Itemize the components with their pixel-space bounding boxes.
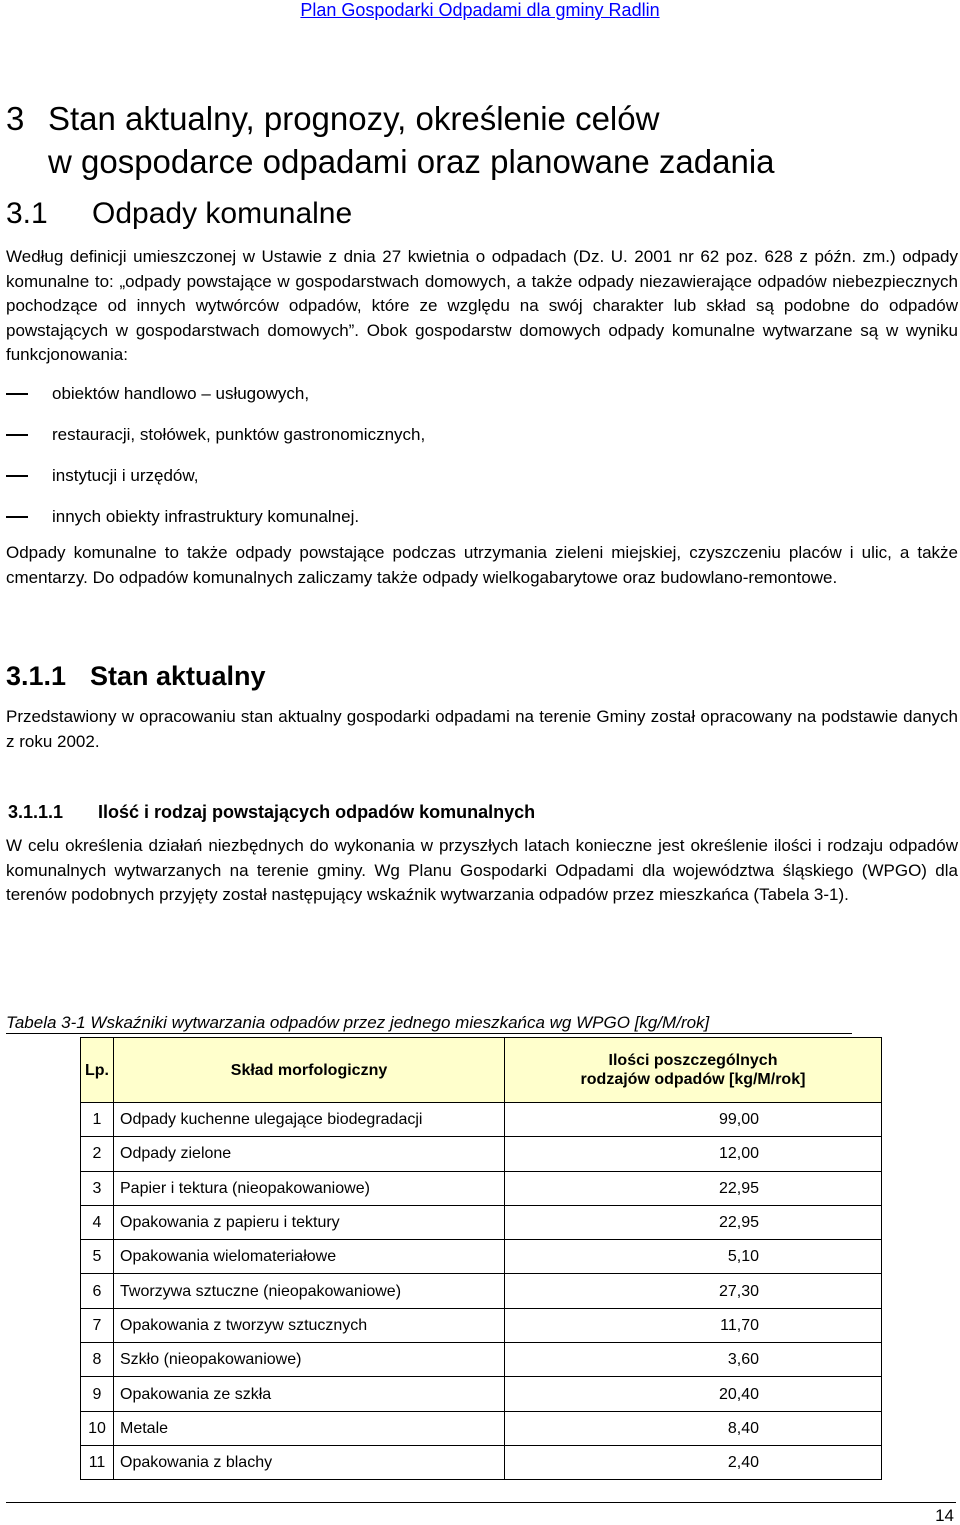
dash-bullet-icon	[6, 434, 28, 436]
table-row	[81, 1308, 882, 1342]
cell-composition: Metale	[114, 1411, 505, 1445]
cell-quantity: 27,30	[505, 1274, 882, 1308]
cell-lp: 10	[81, 1411, 114, 1445]
cell-lp: 5	[81, 1240, 114, 1274]
cell-composition: Opakowania z papieru i tektury	[114, 1205, 505, 1239]
cell-composition: Odpady kuchenne ulegające biodegradacji	[114, 1103, 505, 1137]
chapter-number: 3	[6, 100, 25, 137]
table-row	[81, 1411, 882, 1445]
section-number: 3.1	[6, 197, 48, 230]
dash-bullet-icon	[6, 475, 28, 477]
cell-lp: 8	[81, 1343, 114, 1377]
table-row	[81, 1274, 882, 1308]
cell-lp: 1	[81, 1103, 114, 1137]
cell-quantity: 22,95	[505, 1171, 882, 1205]
table-row	[81, 1445, 882, 1479]
cell-lp: 4	[81, 1205, 114, 1239]
column-header-quantity-line1: Ilości poszczególnych	[608, 1052, 778, 1069]
table-row	[81, 1343, 882, 1377]
cell-quantity: 22,95	[505, 1205, 882, 1239]
cell-composition: Opakowania wielomateriałowe	[114, 1240, 505, 1274]
cell-composition: Szkło (nieopakowaniowe)	[114, 1343, 505, 1377]
subsection-number: 3.1.1	[6, 661, 67, 691]
column-header-lp: Lp.	[81, 1038, 114, 1103]
table-row	[81, 1205, 882, 1239]
cell-lp: 7	[81, 1308, 114, 1342]
cell-lp: 11	[81, 1445, 114, 1479]
cell-lp: 6	[81, 1274, 114, 1308]
column-header-quantity-line2: rodzajów odpadów [kg/M/rok]	[580, 1071, 806, 1088]
cell-lp: 3	[81, 1171, 114, 1205]
cell-lp: 9	[81, 1377, 114, 1411]
waste-indicator-table	[80, 1037, 882, 1480]
cell-quantity: 3,60	[505, 1343, 882, 1377]
section-title: Odpady komunalne	[92, 197, 353, 230]
cell-lp: 2	[81, 1137, 114, 1171]
caption-underline	[6, 1033, 852, 1034]
cell-composition: Papier i tektura (nieopakowaniowe)	[114, 1171, 505, 1205]
list-item-text: instytucji i urzędów,	[52, 466, 199, 485]
list-item-text: restauracji, stołówek, punktów gastronomicznych,	[52, 425, 426, 444]
subsubsection-heading	[8, 800, 535, 824]
table-row	[81, 1377, 882, 1411]
list-item-text: obiektów handlowo – usługowych,	[52, 384, 310, 403]
column-header-composition: Skład morfologiczny	[114, 1038, 505, 1103]
cell-quantity: 11,70	[505, 1308, 882, 1342]
page-header: Plan Gospodarki Odpadami dla gminy Radlin	[300, 0, 660, 20]
cell-quantity: 12,00	[505, 1137, 882, 1171]
cell-quantity: 2,40	[505, 1445, 882, 1479]
table-header-row	[81, 1038, 882, 1103]
column-header-quantity	[505, 1038, 882, 1103]
table-row	[81, 1240, 882, 1274]
subsection-title: Stan aktualny	[90, 661, 266, 691]
section-heading	[6, 194, 352, 234]
intro-paragraph: Według definicji umieszczonej w Ustawie z dnia 27 kwietnia o odpadach (Dz. U. 2001 nr 62 poz. 628 z późn. zm.) odpady komunalne to: „odpady powstające w gospodarstwach domowych, a także odpady niezawierające odpadów niebezpiecznych pochodzące od innych wytwórców odpadów, które ze względu na swój charakter lub skład są podobne do odpadów powstających w gospodarstwach domowych”. Obok gospodarstw domowych odpady komunalne wytwarzane są w wyniku funkcjonowania:	[6, 247, 958, 364]
paragraph-2: Odpady komunalne to także odpady powstające podczas utrzymania zieleni miejskiej, czyszczeniu placów i ulic, a także cmentarzy. Do odpadów komunalnych zaliczamy także odpady wielkogabarytowe oraz budowlano-remontowe.	[6, 543, 958, 587]
subsection-heading	[6, 658, 266, 694]
cell-quantity: 99,00	[505, 1103, 882, 1137]
paragraph-4: W celu określenia działań niezbędnych do wykonania w przyszłych latach konieczne jest określenie ilości i rodzaju odpadów komunalnych wytwarzanych na terenie gminy. Wg Planu Gospodarki Odpadami dla województwa śląskiego (WPGO) dla terenów podobnych przyjęty został następujący wskaźnik wytwarzania odpadów przez mieszkańca (Tabela 3-1).	[6, 836, 958, 904]
chapter-title-line1: Stan aktualny, prognozy, określenie celów	[48, 100, 660, 137]
cell-composition: Tworzywa sztuczne (nieopakowaniowe)	[114, 1274, 505, 1308]
cell-composition: Opakowania ze szkła	[114, 1377, 505, 1411]
cell-quantity: 5,10	[505, 1240, 882, 1274]
chapter-title-line2: w gospodarce odpadami oraz planowane zadania	[48, 143, 775, 180]
footer-divider	[6, 1502, 956, 1503]
cell-quantity: 20,40	[505, 1377, 882, 1411]
table-row	[81, 1103, 882, 1137]
cell-composition: Opakowania z blachy	[114, 1445, 505, 1479]
subsubsection-title: Ilość i rodzaj powstających odpadów komunalnych	[98, 802, 536, 822]
page-number: 14	[935, 1506, 954, 1525]
cell-composition: Odpady zielone	[114, 1137, 505, 1171]
cell-composition: Opakowania z tworzyw sztucznych	[114, 1308, 505, 1342]
subsubsection-number: 3.1.1.1	[8, 802, 64, 822]
table-row	[81, 1137, 882, 1171]
table-caption: Tabela 3-1 Wskaźniki wytwarzania odpadów przez jednego mieszkańca wg WPGO [kg/M/rok]	[6, 1013, 710, 1032]
list-item-text: innych obiekty infrastruktury komunalnej.	[52, 507, 360, 526]
dash-bullet-icon	[6, 393, 28, 395]
paragraph-3: Przedstawiony w opracowaniu stan aktualny gospodarki odpadami na terenie Gminy został opracowany na podstawie danych z roku 2002.	[6, 707, 958, 751]
cell-quantity: 8,40	[505, 1411, 882, 1445]
chapter-heading	[6, 98, 659, 140]
dash-bullet-icon	[6, 516, 28, 518]
table-row	[81, 1171, 882, 1205]
